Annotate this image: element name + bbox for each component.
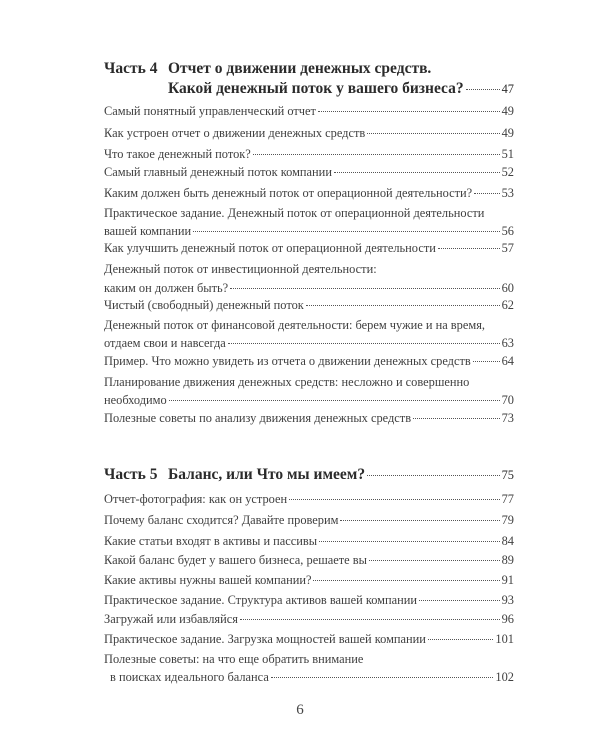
toc-entry [104, 318, 514, 351]
leader-dots [319, 541, 500, 542]
leader-dots [253, 154, 500, 155]
toc-entry-text: вашей компании [104, 224, 192, 238]
toc-entry [104, 632, 514, 647]
toc-entry [104, 652, 514, 685]
toc-entry-page: 63 [501, 336, 514, 350]
toc-entry [104, 553, 514, 568]
toc-entry [104, 612, 514, 627]
leader-dots [318, 111, 500, 112]
leader-dots [313, 580, 499, 581]
toc-entry [104, 375, 514, 408]
leader-dots [271, 677, 494, 678]
toc-entry-text: Чистый (свободный) денежный поток [104, 298, 304, 312]
toc-entry-line1: Практическое задание. Денежный поток от операционной деятельности [104, 206, 485, 220]
leader-dots [340, 520, 499, 521]
toc-entry-page: 70 [501, 393, 514, 407]
toc-entry-page: 73 [501, 411, 514, 425]
toc-entry-text: Какой баланс будет у вашего бизнеса, решаете вы [104, 553, 367, 567]
leader-dots [228, 343, 500, 344]
toc-entry-text: Как устроен отчет о движении денежных средств [104, 126, 366, 140]
toc-entry-text: Полезные советы по анализу движения денежных средств [104, 411, 412, 425]
toc-entry [104, 147, 514, 162]
toc-entry-page: 51 [501, 147, 514, 161]
toc-entry-line1: Планирование движения денежных средств: несложно и совершенно [104, 375, 470, 389]
toc-entry [104, 206, 514, 239]
leader-dots [334, 172, 500, 173]
toc-entry [104, 126, 514, 141]
toc-entry-text: Каким должен быть денежный поток от операционной деятельности? [104, 186, 473, 200]
part-5-title-line1: Баланс, или Что мы имеем? [168, 466, 366, 483]
part-5-label: Часть 5 [104, 466, 158, 483]
leader-dots [428, 639, 493, 640]
part-5-heading-line1 [104, 466, 514, 484]
toc-entry-page: 53 [501, 186, 514, 200]
toc-entry-page: 64 [501, 354, 514, 368]
toc-entry-page: 77 [501, 492, 514, 506]
toc-entry-text: Какие активы нужны вашей компании? [104, 573, 312, 587]
part-4-label: Часть 4 [104, 60, 158, 77]
toc-entry-line1: Денежный поток от инвестиционной деятельности: [104, 262, 377, 276]
toc-entry-text: Пример. Что можно увидеть из отчета о движении денежных средств [104, 354, 471, 368]
leader-dots [169, 400, 500, 401]
toc-entry-page: 60 [501, 281, 514, 295]
toc-entry-text: Практическое задание. Структура активов вашей компании [104, 593, 418, 607]
toc-entry [104, 354, 514, 369]
toc-entry [104, 241, 514, 256]
leader-dots [367, 133, 499, 134]
toc-entry-text: в поисках идеального баланса [110, 670, 269, 684]
toc-entry [104, 513, 514, 528]
leader-dots [413, 418, 500, 419]
toc-entry-text: Самый понятный управленческий отчет [104, 104, 316, 118]
part-4-title-line1: Отчет о движении денежных средств. [168, 60, 432, 77]
toc-entry-page: 49 [501, 126, 514, 140]
toc-entry-text: Самый главный денежный поток компании [104, 165, 332, 179]
toc-entry-page: 102 [495, 670, 514, 684]
toc-entry [104, 492, 514, 507]
toc-entry-text: Как улучшить денежный поток от операционной деятельности [104, 241, 436, 255]
leader-dots [466, 89, 500, 90]
toc-entry-text: каким он должен быть? [104, 281, 229, 295]
toc-entry-text: Загружай или избавляйся [104, 612, 238, 626]
leader-dots [367, 475, 500, 476]
toc-entry [104, 411, 514, 426]
toc-entry-text: Почему баланс сходится? Давайте проверим [104, 513, 339, 527]
toc-entry-page: 84 [501, 534, 514, 548]
toc-entry-page: 79 [501, 513, 514, 527]
toc-entry-page: 62 [501, 298, 514, 312]
toc-entry-page: 96 [501, 612, 514, 626]
toc-entry [104, 165, 514, 180]
toc-entry-text: Отчет-фотография: как он устроен [104, 492, 288, 506]
toc-entry-page: 93 [501, 593, 514, 607]
leader-dots [289, 499, 499, 500]
toc-entry-page: 56 [501, 224, 514, 238]
toc-entry [104, 186, 514, 201]
part-4-heading-line2 [168, 80, 514, 98]
toc-entry [104, 104, 514, 119]
toc-entry [104, 298, 514, 313]
page-number: 6 [296, 702, 304, 718]
leader-dots [230, 288, 499, 289]
toc-entry-page: 101 [495, 632, 514, 646]
toc-entry [104, 593, 514, 608]
toc-entry-page: 52 [501, 165, 514, 179]
toc-entry-text: необходимо [104, 393, 167, 407]
toc-entry [104, 262, 514, 296]
toc-entry-text: Практическое задание. Загрузка мощностей вашей компании [104, 632, 426, 646]
leader-dots [306, 305, 500, 306]
leader-dots [240, 619, 500, 620]
toc-entry-page: 57 [501, 241, 514, 255]
toc-entry-text: Что такое денежный поток? [104, 147, 251, 161]
toc-entry [104, 534, 514, 549]
part-4-heading-line1 [104, 60, 431, 78]
toc-entry-page: 49 [501, 104, 514, 118]
leader-dots [369, 560, 500, 561]
toc-entry-page: 91 [501, 573, 514, 587]
leader-dots [473, 361, 500, 362]
toc-entry [104, 573, 514, 588]
leader-dots [438, 248, 500, 249]
toc-entry-line1: Полезные советы: на что еще обратить внимание [104, 652, 364, 666]
leader-dots [419, 600, 500, 601]
toc-entry-line1: Денежный поток от финансовой деятельности: берем чужие и на время, [104, 318, 485, 332]
part-5-page: 75 [501, 468, 514, 482]
toc-entry-text: отдаем свои и навсегда [104, 336, 226, 350]
part-4-page: 47 [501, 82, 514, 96]
part-4-title-line2: Какой денежный поток у вашего бизнеса? [168, 80, 464, 97]
toc-entry-text: Какие статьи входят в активы и пассивы [104, 534, 318, 548]
leader-dots [474, 193, 499, 194]
leader-dots [193, 231, 499, 232]
toc-entry-page: 89 [501, 553, 514, 567]
